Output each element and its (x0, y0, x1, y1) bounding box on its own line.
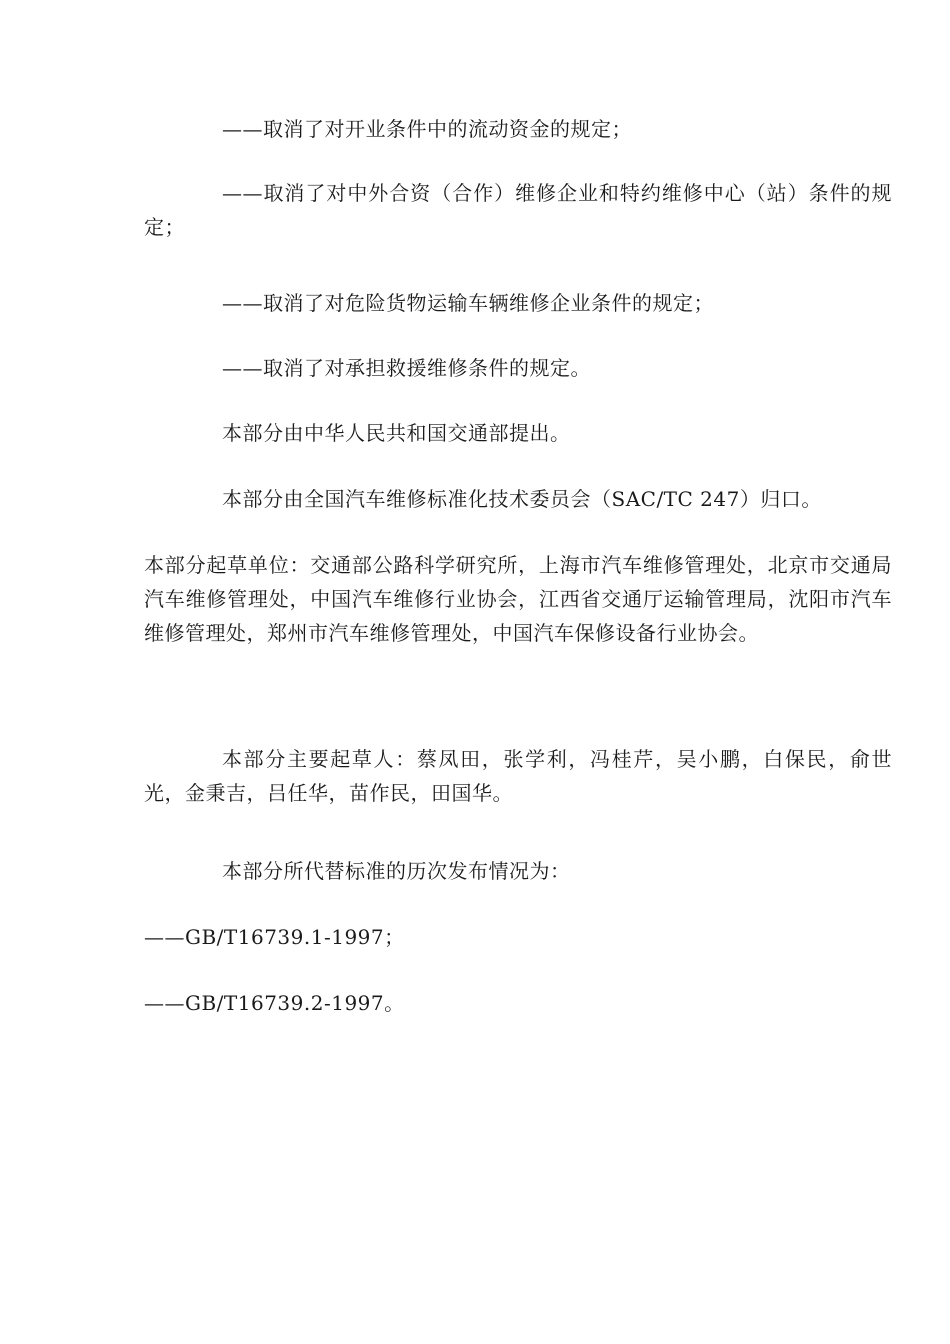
history-intro-paragraph: 本部分所代替标准的历次发布情况为： (222, 859, 571, 883)
proposer-paragraph: 本部分由中华人民共和国交通部提出。 (222, 421, 571, 445)
administrator-paragraph: 本部分由全国汽车维修标准化技术委员会（SAC/TC 247）归口。 (222, 487, 822, 511)
removed-item-hazardous-goods: ——取消了对危险货物运输车辆维修企业条件的规定； (222, 291, 714, 315)
drafters-paragraph: 本部分主要起草人：蔡凤田，张学利，冯桂芹，吴小鹏，白保民，俞世光，金秉吉，吕任华，苗作民，田国华。 (144, 747, 892, 805)
history-item-2: ——GB/T16739.2-1997。 (144, 991, 405, 1015)
history-item-1: ——GB/T16739.1-1997； (144, 925, 405, 949)
removed-item-working-capital: ——取消了对开业条件中的流动资金的规定； (222, 117, 632, 141)
removed-item-rescue: ——取消了对承担救援维修条件的规定。 (222, 356, 591, 380)
drafting-units-paragraph: 本部分起草单位：交通部公路科学研究所，上海市汽车维修管理处，北京市交通局汽车维修管理处，中国汽车维修行业协会，江西省交通厅运输管理局，沈阳市汽车维修管理处，郑州市汽车维修管理处，中国汽车保修设备行业协会。 (144, 553, 892, 645)
removed-item-joint-venture: ——取消了对中外合资（合作）维修企业和特约维修中心（站）条件的规定； (144, 181, 892, 239)
